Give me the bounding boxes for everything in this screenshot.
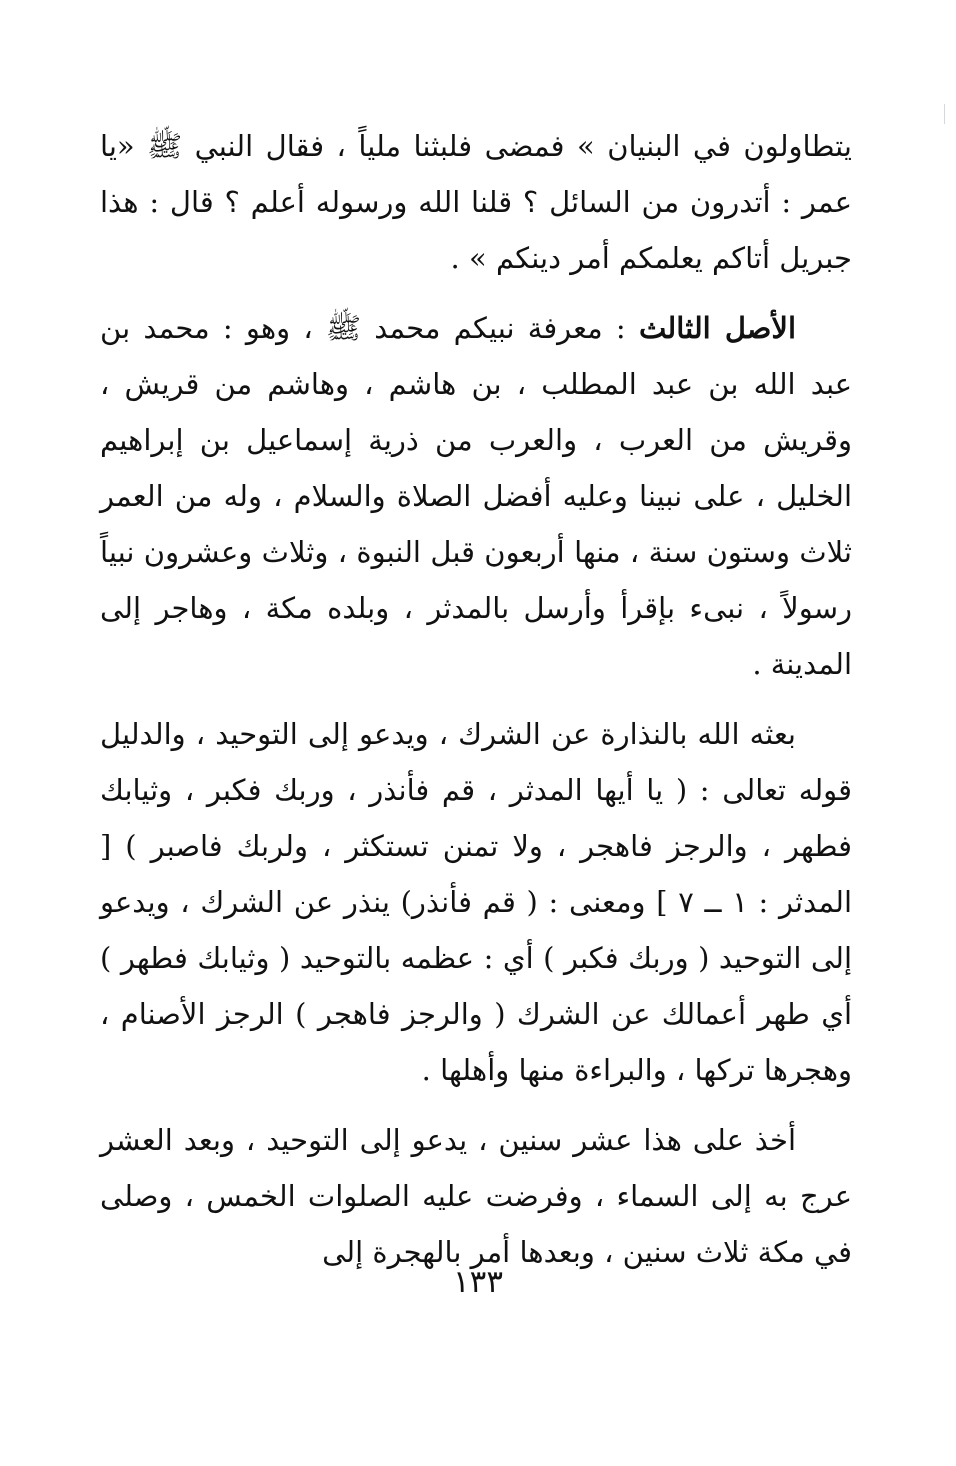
text-line: : معرفة نبيكم محمد ﷺ ، وهو : (222, 311, 639, 345)
paragraph-ten-years (100, 1112, 852, 1280)
paragraph-hadith-ending (100, 118, 852, 286)
text-line: أخذ على هذا عشر سنين ، يدعو إلى التوحيد ، وبعد (183, 1123, 797, 1157)
page-edge-mark (944, 104, 945, 124)
text-line: وعشرون نبياً رسولاً ، نبىء بإقرأ وأرسل بالمدثر ، وبلده مكة ، (100, 535, 853, 625)
text-line: وهاجر إلى المدينة . (100, 591, 852, 681)
text-line: يتطاولون في البنيان » فمضى فلبثنا ملياً ، فقال النبي ﷺ «يا (100, 129, 852, 163)
paragraph-mission (100, 706, 852, 1098)
text-line: فكبر ، وثيابك فطهر ، والرجز فاهجر ، ولا تمنن تستكثر ، (100, 773, 852, 863)
text-line: محمد بن عبد الله بن عبد المطلب ، بن هاشم ، وهاشم من (100, 311, 853, 401)
text-line: عن الشرك ، ويدعو إلى التوحيد ( وربك فكبر ) أي : عظمه (100, 885, 852, 975)
section-heading: الأصل الثالث (638, 311, 797, 345)
text-line: جبريل أتاكم يعلمكم أمر دينكم » . (450, 241, 852, 275)
text-line: عمر : أتدرون من السائل ؟ قلنا الله ورسوله أعلم ؟ قال : هذا (100, 185, 852, 219)
paragraph-third-principle (100, 300, 852, 692)
page-number: ١٣٣ (453, 1264, 503, 1300)
text-line: وصلى في مكة ثلاث سنين ، وبعدها أمر بالهجرة إلى (100, 1179, 852, 1269)
text-line: إبراهيم الخليل ، على نبينا وعليه أفضل الصلاة والسلام ، وله (100, 423, 853, 513)
text-line: بالتوحيد ( وثيابك فطهر ) أي طهر أعمالك عن الشرك ( والرجز (100, 941, 853, 1031)
text-line: العشر عرج به إلى السماء ، وفرضت عليه الصلوات الخمس ، (100, 1123, 852, 1213)
text-line: قريش ، وقريش من العرب ، والعرب من ذرية إسماعيل بن (100, 367, 852, 457)
text-line: من العمر ثلاث وستون سنة ، منها أربعون قبل النبوة ، وثلاث (100, 479, 853, 569)
text-line: والدليل قوله تعالى : ( يا أيها المدثر ، قم فأنذر ، وربك (100, 717, 852, 807)
text-line: بعثه الله بالنذارة عن الشرك ، ويدعو إلى التوحيد ، (195, 717, 797, 751)
text-line: وأهلها . (421, 1053, 510, 1087)
text-line: فاهجر ) الرجز الأصنام ، وهجرها تركها ، والبراءة منها (100, 997, 852, 1087)
text-line: ولربك فاصبر ) [ المدثر : ١ ــ ٧ ] ومعنى : ( قم فأنذر) ينذر (100, 829, 852, 919)
page-body-text (100, 118, 852, 1280)
